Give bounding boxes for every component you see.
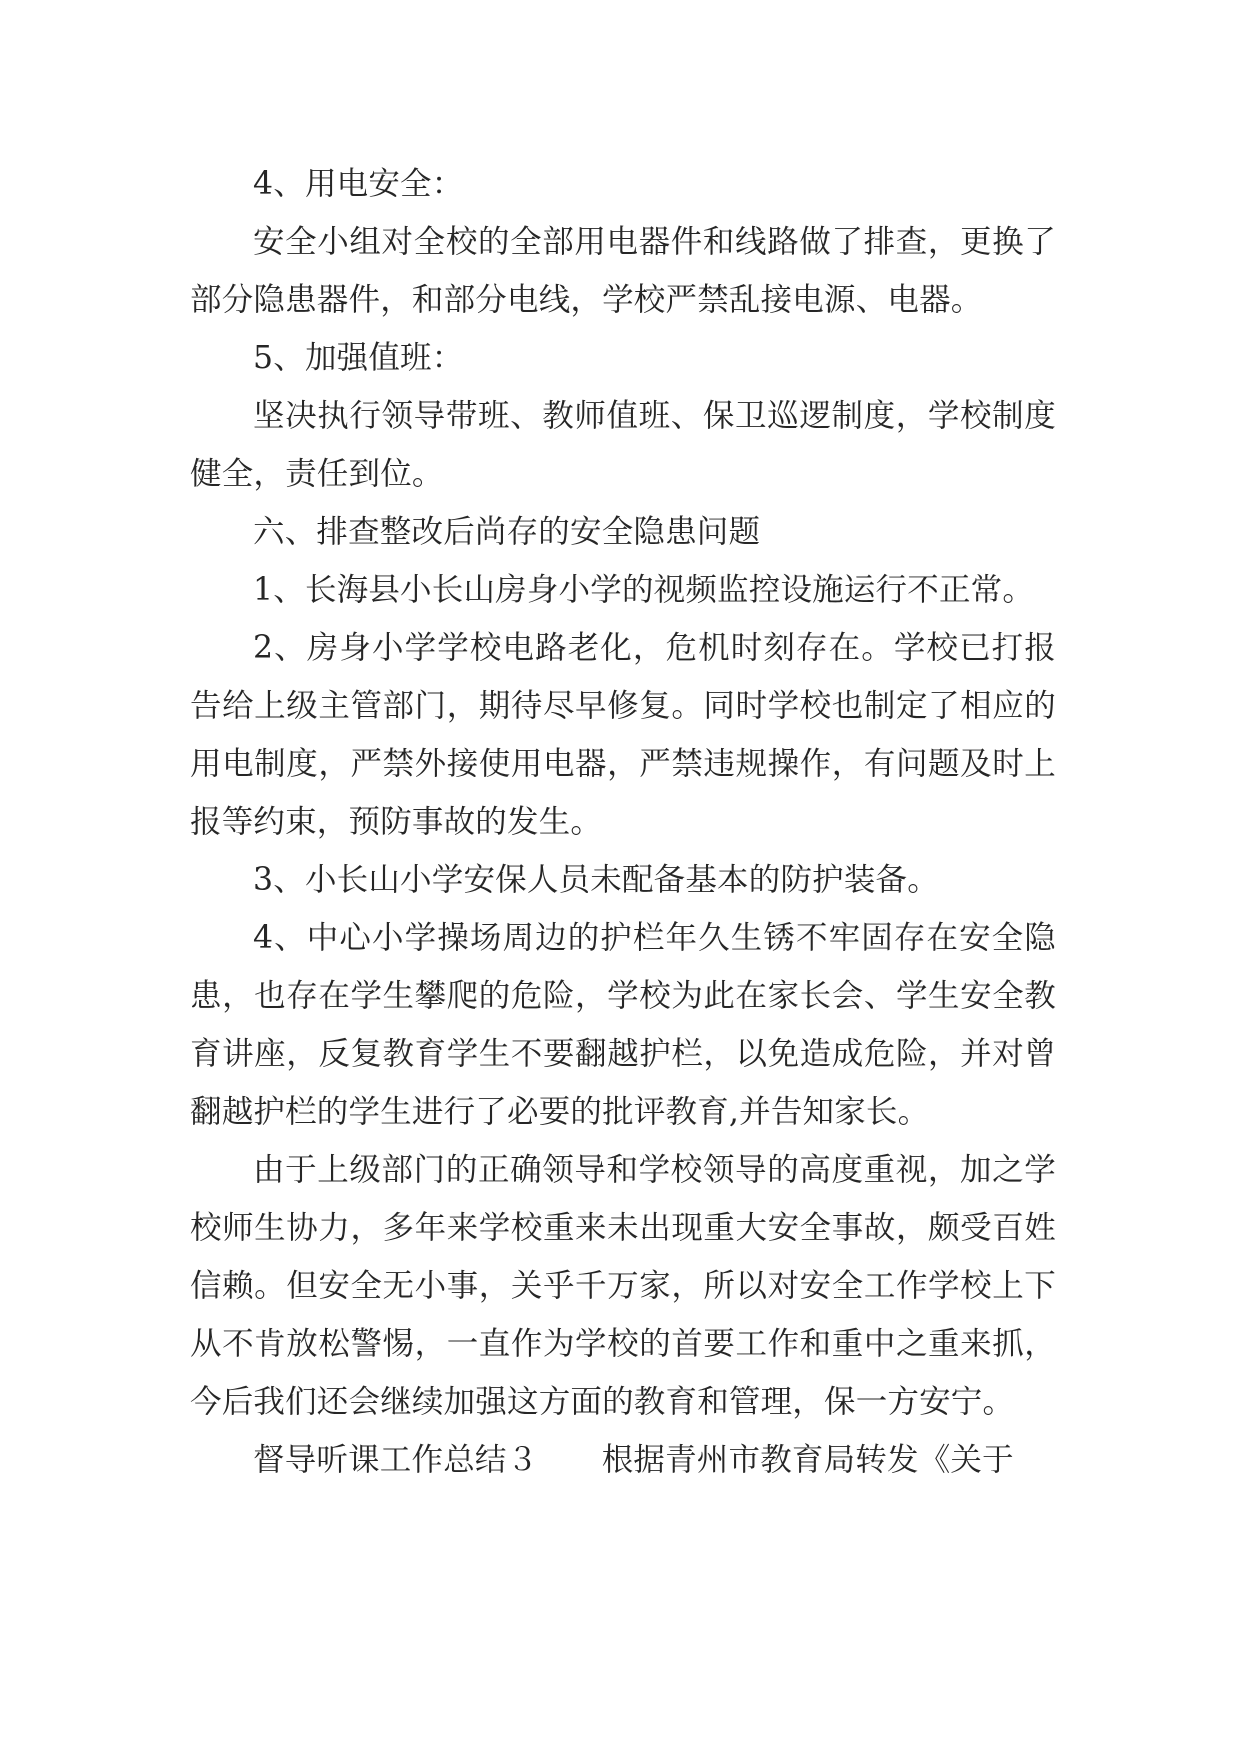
list-item: 4、中心小学操场周边的护栏年久生锈不牢固存在安全隐患，也存在学生攀爬的危险，学校为此在家长会、学生安全教育讲座，反复教育学生不要翻越护栏，以免造成危险，并对曾翻越护栏的学生进行了必要的批评教育,并告知家长。	[190, 920, 1056, 1130]
list-item: 3、小长山小学安保人员未配备基本的防护装备。	[253, 862, 939, 898]
document-body	[190, 155, 1056, 1489]
list-item: 1、长海县小长山房身小学的视频监控设施运行不正常。	[253, 572, 1035, 608]
subheading-duty: 5、加强值班：	[253, 340, 464, 376]
paragraph: 督导听课工作总结３ 根据青州市教育局转发《关于	[253, 1442, 1014, 1478]
paragraph: 安全小组对全校的全部用电器件和线路做了排查，更换了部分隐患器件，和部分电线，学校严禁乱接电源、电器。	[190, 224, 1056, 318]
list-item: 2、房身小学学校电路老化，危机时刻存在。学校已打报告给上级主管部门，期待尽早修复。同时学校也制定了相应的用电制度，严禁外接使用电器，严禁违规操作，有问题及时上报等约束，预防事故的发生。	[190, 630, 1056, 840]
section-heading: 六、排查整改后尚存的安全隐患问题	[253, 514, 761, 550]
paragraph: 由于上级部门的正确领导和学校领导的高度重视，加之学校师生协力，多年来学校重来未出现重大安全事故，颇受百姓信赖。但安全无小事，关乎千万家，所以对安全工作学校上下从不肯放松警惕，一直作为学校的首要工作和重中之重来抓，今后我们还会继续加强这方面的教育和管理，保一方安宁。	[190, 1152, 1056, 1420]
subheading-electric-safety: 4、用电安全：	[253, 166, 464, 202]
paragraph: 坚决执行领导带班、教师值班、保卫巡逻制度，学校制度健全，责任到位。	[190, 398, 1056, 492]
